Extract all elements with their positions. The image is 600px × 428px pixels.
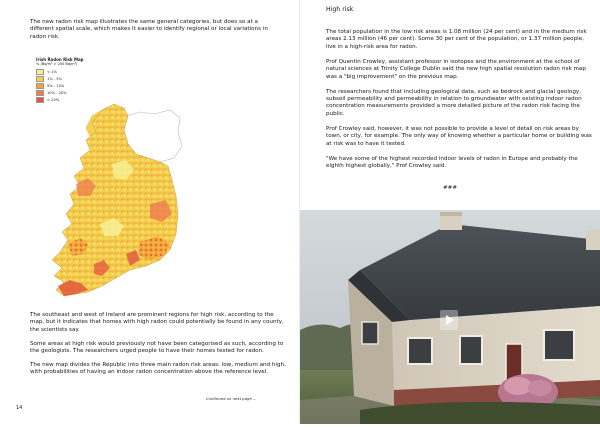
legend-item [36,82,116,89]
page-number: 14 [16,405,23,411]
legend-swatch [36,83,44,89]
body-paragraph: The new map divides the Republic into three main radon risk areas: low, medium and high, with probabilities of having an indoor radon concentration above the reference level. [30,361,286,376]
left-page [0,0,300,424]
body-paragraph: The southeast and west of Ireland are prominent regions for high risk, according to the map, but it indicates that homes with high radon could potentially be found in any county, the scientists say. [30,312,284,333]
end-mark: ### [443,185,458,191]
continued-note: Continued on next page ... [206,396,257,401]
body-paragraph: The researchers found that including geological data, such as bedrock and glacial geology, subsoil permeability and permeability in relation to groundwater with existing indoor radon concentration measurements provided a more detailed picture of the radon risk facing the public. [326,88,582,117]
intro-paragraph: The new radon risk map illustrates the same general categories, but does so at a different spatial scale, which makes it easier to identify regional or local variations in radon risk. [30,19,268,40]
right-page [300,0,600,424]
legend-label: 1% - 5% [47,76,62,81]
right-body [326,29,592,178]
map-legend [36,57,116,103]
section-heading: High risk [326,6,354,13]
left-body [30,312,288,383]
legend-label: 10% - 20% [47,90,67,95]
legend-label: < 1% [47,69,57,74]
video-play-button[interactable] [440,310,458,330]
body-paragraph: Prof Quentin Crowley, assistant professor in isotopes and the environment at the school of natural sciences at Trinity College Dublin said the new high spatial resolution radon risk map was a "big improvement" on the previous map. [326,58,586,80]
legend-item [36,89,116,96]
body-paragraph: Some areas at high risk would previously not have been categorised as such, according to the geologists. The researchers urged people to have their homes tested for radon. [30,340,284,355]
house-photo [300,210,600,424]
legend-swatch [36,97,44,103]
legend-item [36,96,116,103]
legend-label: > 20% [47,97,60,102]
legend-subtitle: % (Bq/m³ > 200 Bq/m³) [36,62,78,66]
body-paragraph: Prof Crowley said, however, it was not possible to provide a level of detail on risk areas by town, or city, for example. The only way of knowing whether a particular home or building was at risk was to have it tested. [326,125,592,147]
legend-swatch [36,76,44,82]
legend-item [36,68,116,75]
play-icon [440,310,458,330]
body-paragraph: The total population in the low risk areas is 1.08 million (24 per cent) and in the medium risk areas 2.13 million (46 per cent). Some 30 per cent of the population, or 1.37 million people, live in a high-risk area for radon. [326,29,587,50]
radon-risk-map [30,54,210,307]
legend-label: 5% - 10% [47,83,65,88]
legend-item [36,75,116,82]
legend-swatch [36,69,44,75]
body-paragraph: "We have some of the highest recorded indoor levels of radon in Europe and probably the eighth highest globally," Prof Crowley said. [326,155,578,170]
legend-swatch [36,90,44,96]
legend-title: Irish Radon Risk Map [36,57,84,62]
